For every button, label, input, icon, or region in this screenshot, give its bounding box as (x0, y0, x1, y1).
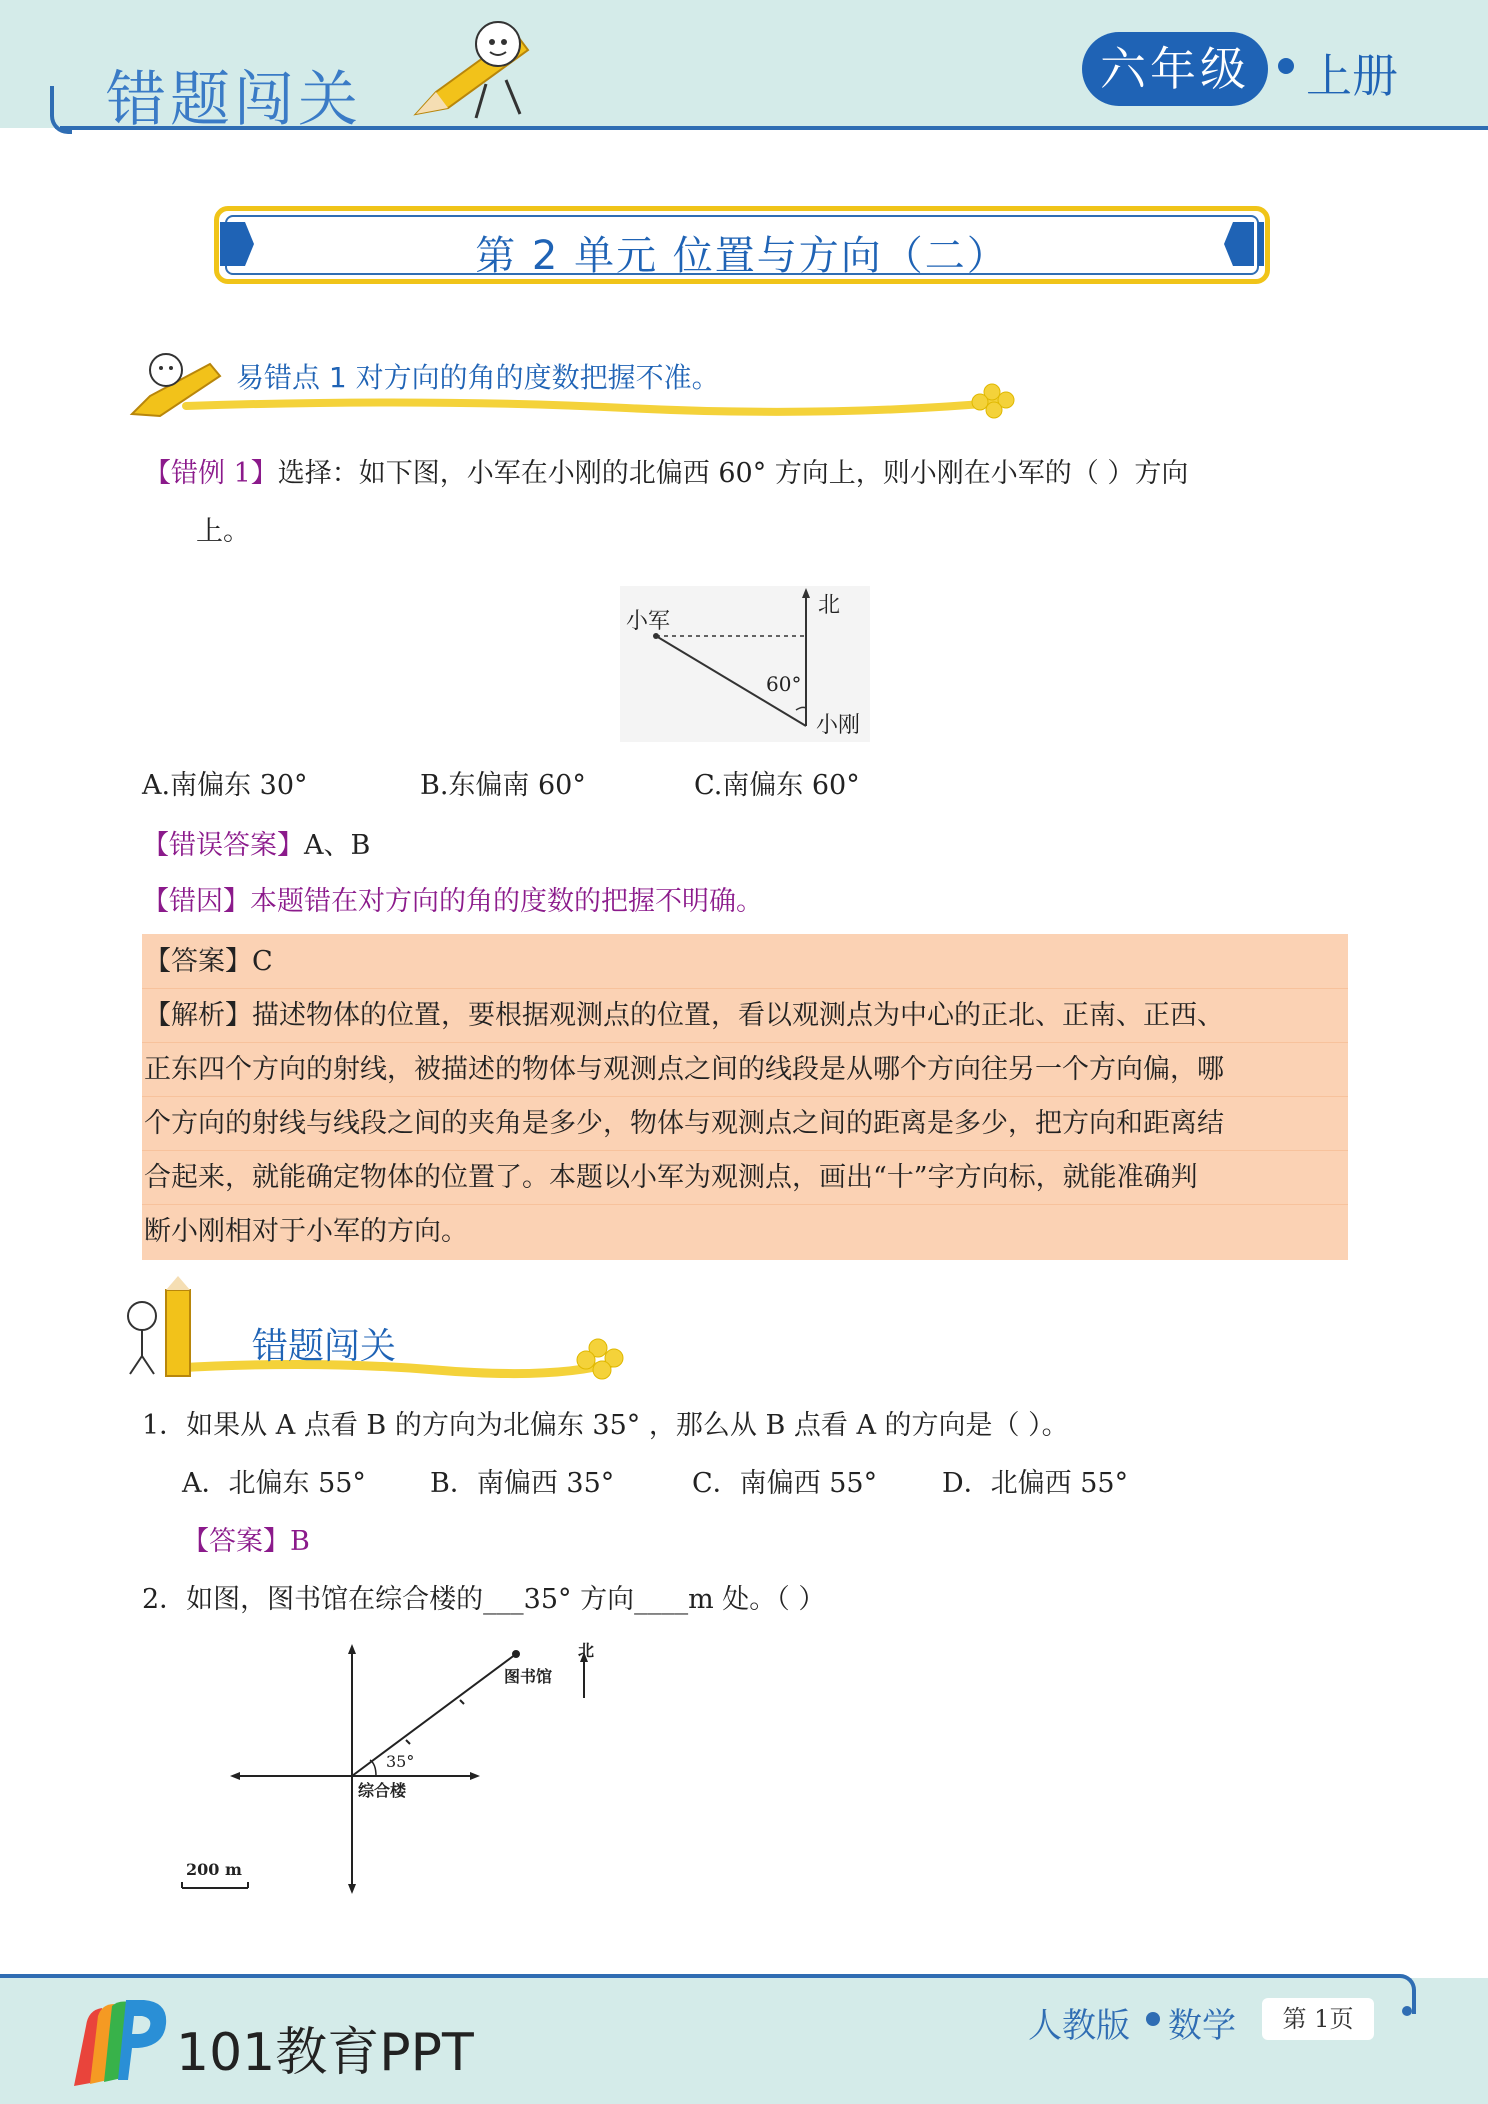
page-number: 第 1页 (1262, 1998, 1374, 2040)
section1-title: 易错点 1 对方向的角的度数把握不准。 (236, 361, 720, 394)
section2-title: 错题闯关 (252, 1326, 397, 1367)
question-1: 1．如果从 A 点看 B 的方向为北偏东 35° ，那么从 B 点看 A 的方向是（ ）。 (142, 1410, 1069, 1441)
fig2-angle-label: 35° (386, 1752, 415, 1771)
analysis-line-1: 【解析】描述物体的位置，要根据观测点的位置，看以观测点为中心的正北、正南、正西、 (144, 1000, 1224, 1031)
fig1-north-label: 北 (818, 593, 841, 618)
q1-option-c: C．南偏西 55° (692, 1468, 878, 1499)
unit-title: 第 2 单元 位置与方向（二） (475, 233, 1009, 279)
logo-icon (68, 1996, 168, 2092)
fig2-north-label: 北 (578, 1641, 595, 1660)
header-hook (50, 86, 72, 134)
example-text: 选择：如下图，小军在小刚的北偏西 60° 方向上，则小刚在小军的（ ）方向 (277, 458, 1189, 489)
footer-hook-dot (1402, 2006, 1412, 2016)
q1-option-a: A．北偏东 55° (182, 1468, 366, 1499)
logo-text: 101教育PPT (176, 2023, 474, 2083)
subject-label: 数学 (1168, 2006, 1236, 2046)
fig2-scale-label: 200 m (186, 1860, 242, 1879)
q1-option-b: B．南偏西 35° (430, 1468, 615, 1499)
q1-option-d: D．北偏西 55° (942, 1468, 1129, 1499)
cause-text: 本题错在对方向的角的度数的把握不明确。 (250, 886, 763, 917)
answer-line: 【答案】C (144, 946, 273, 977)
option-b: B.东偏南 60° (420, 770, 586, 801)
option-c: C.南偏东 60° (694, 770, 860, 801)
analysis-line-3: 个方向的射线与线段之间的夹角是多少，物体与观测点之间的距离是多少，把方向和距离结 (144, 1108, 1224, 1139)
grade-badge: 六年级 (1082, 32, 1268, 106)
example-tag: 【错例 1】 (144, 458, 278, 489)
question-2: 2．如图，图书馆在综合楼的___35° 方向____m 处。（ ） (142, 1584, 826, 1615)
analysis-line-4: 合起来，就能确定物体的位置了。本题以小军为观测点，画出“十”字方向标，就能准确判 (144, 1162, 1198, 1193)
example-text-cont: 上。 (196, 516, 250, 547)
footer-separator-dot (1146, 2012, 1160, 2026)
pencil-mascot-icon (406, 14, 546, 124)
fig1-angle-label: 60° (766, 672, 802, 696)
cause-tag: 【错因】 (142, 886, 250, 917)
fig2-library-label: 图书馆 (504, 1667, 553, 1686)
brand-title: 错题闯关 (106, 65, 362, 135)
separator-dot (1278, 58, 1294, 74)
option-a: A.南偏东 30° (142, 770, 308, 801)
wrong-answer-value: A、B (304, 830, 371, 861)
analysis-line-2: 正东四个方向的射线，被描述的物体与观测点之间的线段是从哪个方向往另一个方向偏，哪 (144, 1054, 1224, 1085)
fig1-label-xiaojun: 小军 (626, 609, 671, 634)
analysis-line-5: 断小刚相对于小军的方向。 (144, 1216, 468, 1247)
wrong-answer-tag: 【错误答案】 (142, 830, 304, 861)
volume-label: 上册 (1306, 49, 1398, 103)
fig1-label-xiaogang: 小刚 (816, 713, 861, 738)
q1-answer-value: B (290, 1526, 310, 1557)
q1-answer-tag: 【答案】 (182, 1526, 290, 1557)
fig2-building-label: 综合楼 (358, 1781, 407, 1800)
publisher-label: 人教版 (1028, 2006, 1130, 2046)
footer-rule (0, 1974, 1400, 1978)
